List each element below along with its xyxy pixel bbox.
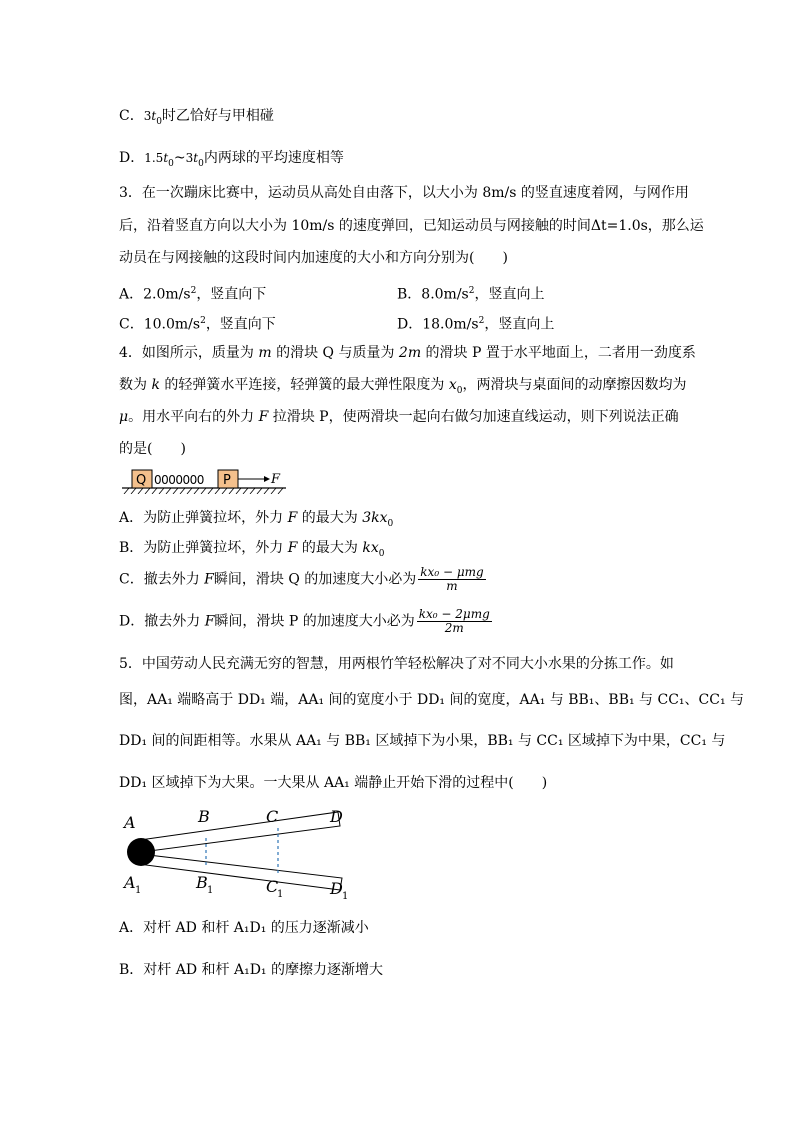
q4-spring-blocks-figure bbox=[120, 466, 290, 494]
q5-stem-line-2: 图，AA₁ 端略高于 DD₁ 端，AA₁ 间的宽度小于 DD₁ 间的宽度，AA₁ 与 BB₁、BB₁ 与 CC₁、CC₁ 与 bbox=[119, 692, 745, 708]
upper-pole-ad bbox=[140, 812, 340, 852]
q3-option-b: B．$8.0m/s^2$，竖直向上 bbox=[397, 286, 545, 303]
q5-bamboo-poles-figure bbox=[118, 804, 358, 900]
force-label: F bbox=[271, 472, 281, 487]
q4-option-b: B．为防止弹簧拉坏，外力 F 的最大为 $kx_0$ bbox=[119, 540, 385, 559]
q4-stem-line-1: 4．如图所示，质量为 m 的滑块 Q 与质量为 2m 的滑块 P 置于水平地面上，二者用一劲度系 bbox=[119, 345, 696, 361]
q4-stem-line-3: μ。用水平向右的外力 F 拉滑块 P，使两滑块一起向右做匀加速直线运动，则下列说法正确 bbox=[119, 409, 679, 425]
q3-option-a: A．$2.0m/s^2$，竖直向下 bbox=[119, 286, 267, 303]
lower-pole-a1d1 bbox=[138, 854, 342, 890]
q5-stem-line-3: DD₁ 间的间距相等。水果从 AA₁ 与 BB₁ 区域掉下为小果，BB₁ 与 CC₁ 区域掉下为中果，CC₁ 与 bbox=[119, 733, 726, 749]
label-b1-sub: 1 bbox=[207, 885, 214, 896]
q4-option-c-fraction: $\frac{\text{kx₀ − μmg}}{m}$ bbox=[420, 565, 484, 593]
block-q-label: Q bbox=[136, 473, 147, 488]
label-c: C bbox=[266, 807, 279, 826]
q5-stem-line-1: 5．中国劳动人民充满无穷的智慧，用两根竹竿轻松解决了对不同大小水果的分拣工作。如 bbox=[119, 656, 674, 672]
block-p-label: P bbox=[223, 473, 231, 488]
q3-option-c: C．$10.0m/s^2$，竖直向下 bbox=[119, 316, 276, 333]
label-a: A bbox=[124, 813, 136, 832]
q3-option-d: D．$18.0m/s^2$，竖直向上 bbox=[397, 316, 555, 333]
q2-option-d: D．$1.5t_0\sim 3t_0$内两球的平均速度相等 bbox=[119, 150, 344, 169]
q4-stem-line-4: 的是( ) bbox=[119, 441, 186, 457]
label-c1-sub: 1 bbox=[277, 889, 284, 900]
ground-hatching bbox=[124, 488, 283, 494]
label-a1: A bbox=[124, 873, 136, 892]
q5-stem-line-4: DD₁ 区域掉下为大果。一大果从 AA₁ 端静止开始下滑的过程中( ) bbox=[119, 775, 548, 791]
label-d1-sub: 1 bbox=[342, 891, 349, 900]
q2-option-c: C．$3t_0$时乙恰好与甲相碰 bbox=[119, 108, 274, 127]
q4-stem-line-2: 数为 k 的轻弹簧水平连接，轻弹簧的最大弹性限度为 $x_0$，两滑块与桌面间的动摩擦因数均为 bbox=[119, 377, 687, 396]
label-c1: C bbox=[266, 877, 279, 896]
label-d1: D bbox=[330, 879, 343, 898]
q4-option-a: A．为防止弹簧拉坏，外力 F 的最大为 $3kx_0$ bbox=[119, 510, 394, 529]
q5-option-a: A．对杆 AD 和杆 A₁D₁ 的压力逐渐减小 bbox=[119, 920, 369, 936]
q3-stem-line-1: 3．在一次蹦床比赛中，运动员从高处自由落下，以大小为 8m/s 的竖直速度着网，与网作用 bbox=[119, 185, 689, 201]
label-b1: B bbox=[196, 873, 208, 892]
q3-stem-line-2: 后，沿着竖直方向以大小为 10m/s 的速度弹回，已知运动员与网接触的时间Δt=1.0s，那么运 bbox=[119, 218, 704, 234]
force-arrow-head bbox=[264, 476, 270, 482]
q3-stem-line-3: 动员在与网接触的这段时间内加速度的大小和方向分别为( ) bbox=[119, 250, 508, 266]
q4-option-d-fraction: $\frac{\text{kx₀ − 2μmg}}{2m}$ bbox=[418, 607, 490, 635]
spring-coil: 0000000 bbox=[154, 473, 204, 487]
label-a1-sub: 1 bbox=[135, 885, 142, 896]
q5-option-b: B．对杆 AD 和杆 A₁D₁ 的摩擦力逐渐增大 bbox=[119, 962, 383, 978]
label-d: D bbox=[330, 807, 343, 826]
q4-option-d: D．撤去外力 F瞬间，滑块 P 的加速度大小必为 $\frac{\text{kx₀ − 2μmg}}{2m}$ bbox=[119, 607, 490, 635]
label-b: B bbox=[198, 807, 210, 826]
fruit-ball bbox=[127, 838, 155, 866]
q4-option-c: C．撤去外力 F瞬间，滑块 Q 的加速度大小必为 $\frac{\text{kx₀ − μmg}}{m}$ bbox=[119, 565, 484, 593]
